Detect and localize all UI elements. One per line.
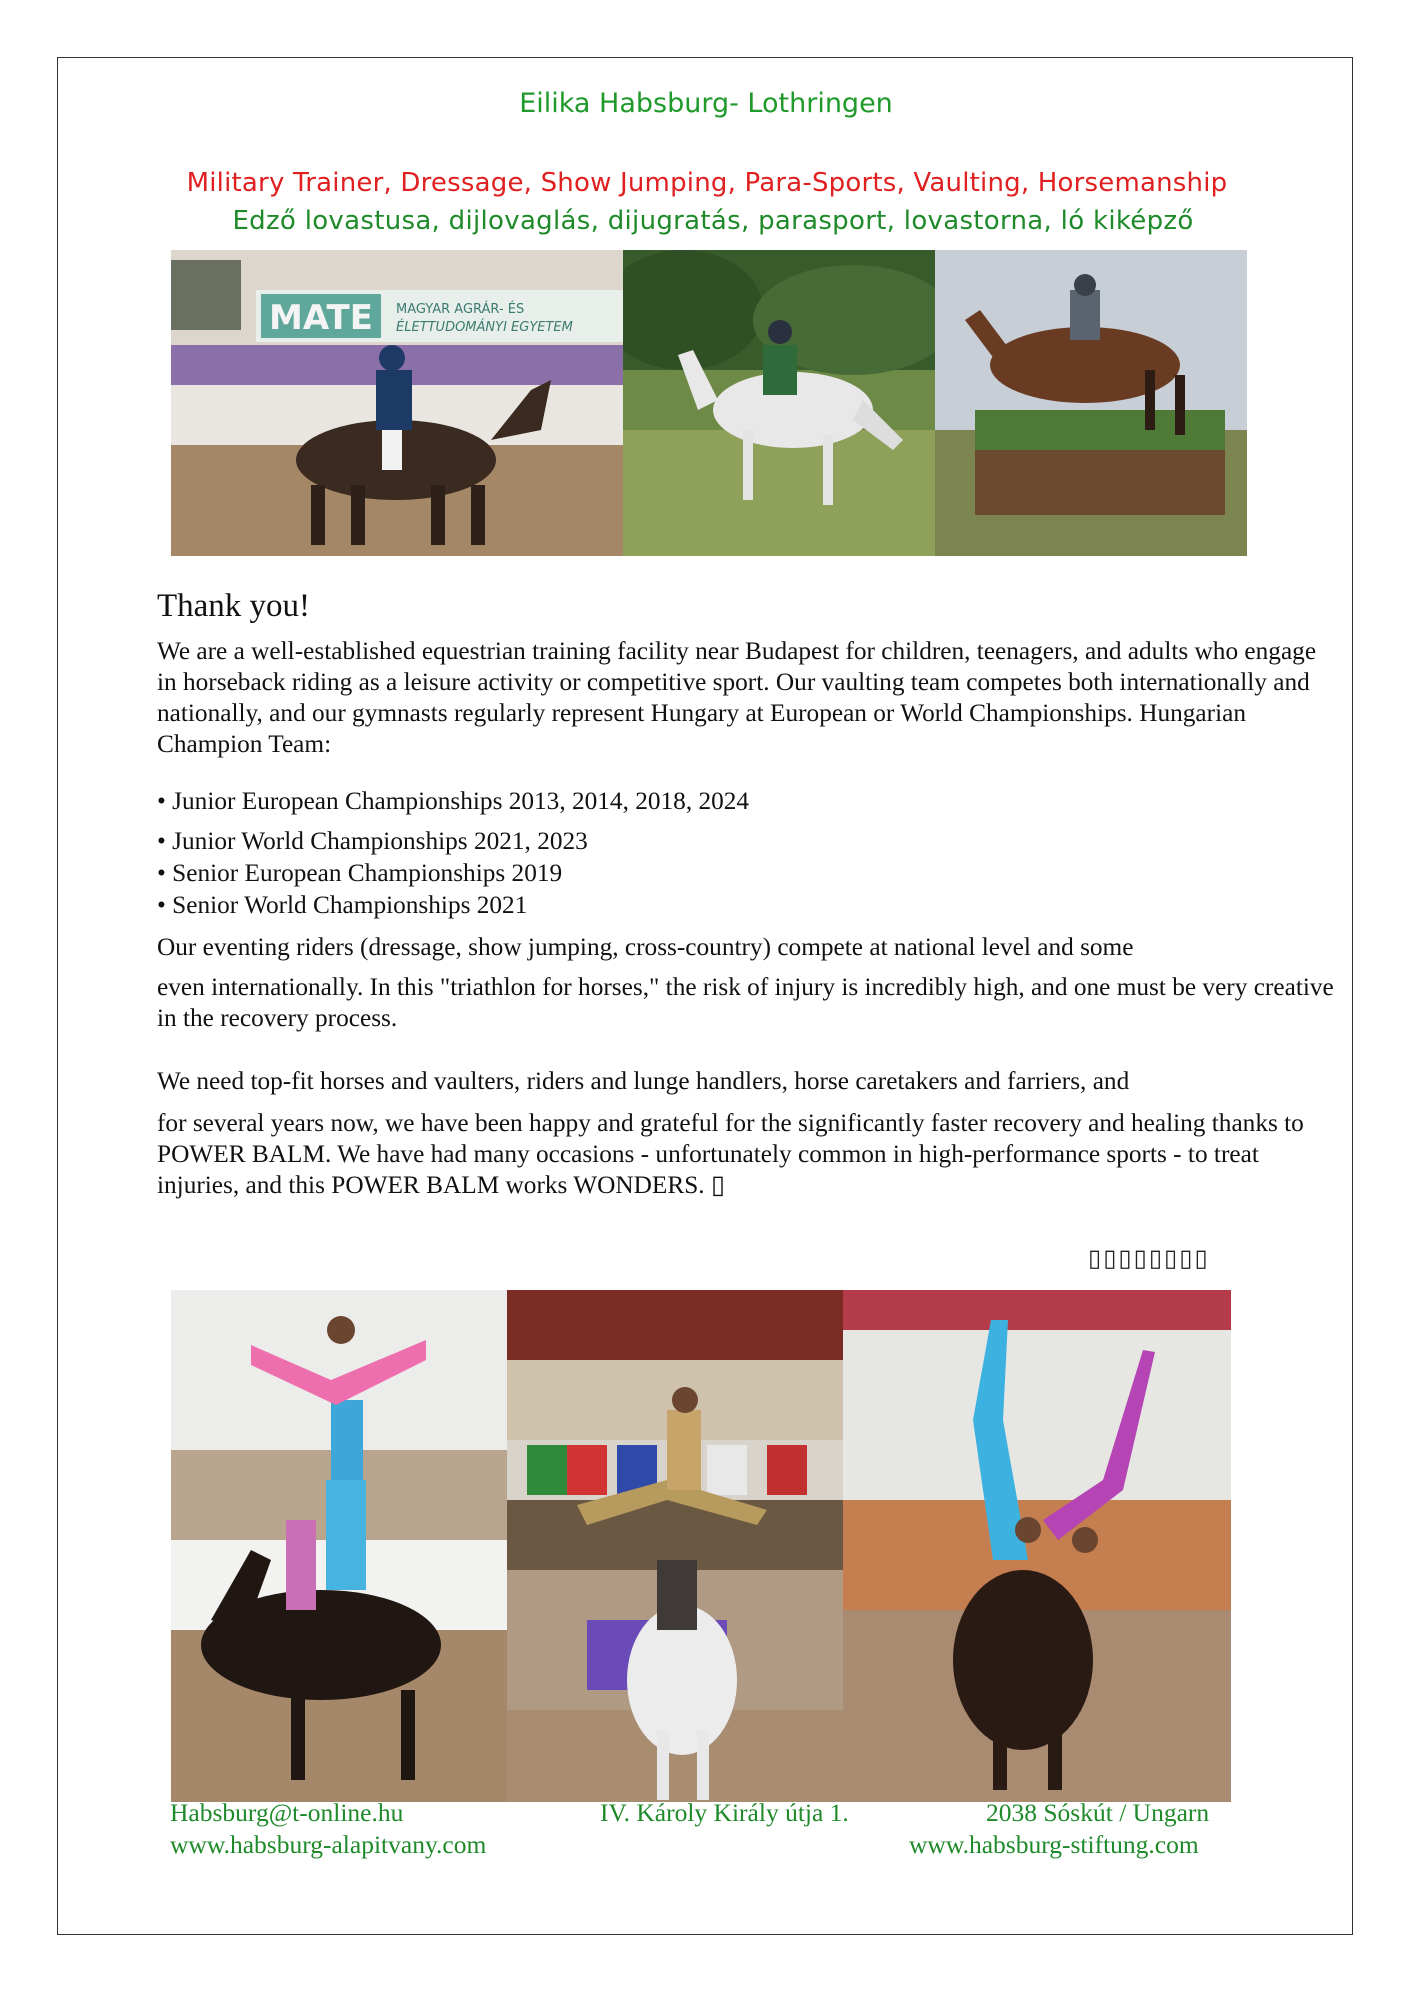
footer-email: Habsburg@t-online.hu	[170, 1798, 404, 1827]
dressage-photo	[171, 250, 623, 556]
footer-city: 2038 Sóskút / Ungarn	[986, 1798, 1210, 1827]
disciplines-english: Military Trainer, Dressage, Show Jumping, Para-Sports, Vaulting, Horsemanship	[186, 168, 1228, 198]
placeholder-glyphs: ▯▯▯▯▯▯▯▯	[1088, 1246, 1210, 1272]
needs-line-1: We need top-fit horses and vaulters, riders and lunge handlers, horse caretakers and farriers, and	[157, 1067, 1130, 1095]
banner-text-1: MAGYAR AGRÁR- ÉS	[396, 302, 525, 317]
eventing-line-1: Our eventing riders (dressage, show jumping, cross-country) compete at national level and some	[157, 933, 1134, 961]
banner-text-2: ÉLETTUDOMÁNYI EGYETEM	[396, 320, 573, 335]
bullet-junior-european: • Junior European Championships 2013, 2014, 2018, 2024	[157, 787, 750, 815]
footer-website-de: www.habsburg-stiftung.com	[909, 1830, 1199, 1859]
vaulting-photo-center	[507, 1290, 843, 1802]
bullet-junior-world: • Junior World Championships 2021, 2023	[157, 827, 588, 855]
banner-logo: MATE	[269, 298, 373, 338]
intro-paragraph: We are a well-established equestrian training facility near Budapest for children, teenagers, and adults who engage in horseback riding as a leisure activity or competitive sport. Our vaulting team competes both internationally and nationally, and our gymnasts regularly represent Hungary at European or World Championships. Hungarian Champion Team:	[157, 637, 1317, 758]
thank-you-heading: Thank you!	[157, 588, 311, 624]
page-title: Eilika Habsburg- Lothringen	[519, 88, 893, 119]
cross-country-gallop-photo	[623, 250, 935, 556]
footer-website-hu: www.habsburg-alapitvany.com	[170, 1830, 487, 1859]
cross-country-jump-photo	[935, 250, 1247, 556]
bullet-senior-european: • Senior European Championships 2019	[157, 859, 563, 887]
vaulting-photo-left	[171, 1290, 507, 1802]
bullet-senior-world: • Senior World Championships 2021	[157, 891, 528, 919]
needs-paragraph-rest: for several years now, we have been happy and grateful for the significantly faster recovery and healing thanks to POWER BALM. We have had many occasions - unfortunately common in high-performance sports - to treat injuries, and this POWER BALM works WONDERS. ▯	[157, 1109, 1304, 1199]
footer-street: IV. Károly Király útja 1.	[600, 1798, 849, 1827]
vaulting-photo-right	[843, 1290, 1231, 1802]
disciplines-hungarian: Edző lovastusa, dijlovaglás, dijugratás, parasport, lovastorna, ló kiképző	[232, 206, 1194, 236]
eventing-paragraph-rest: even internationally. In this "triathlon for horses," the risk of injury is incredibly high, and one must be very creative in the recovery process.	[157, 973, 1334, 1032]
